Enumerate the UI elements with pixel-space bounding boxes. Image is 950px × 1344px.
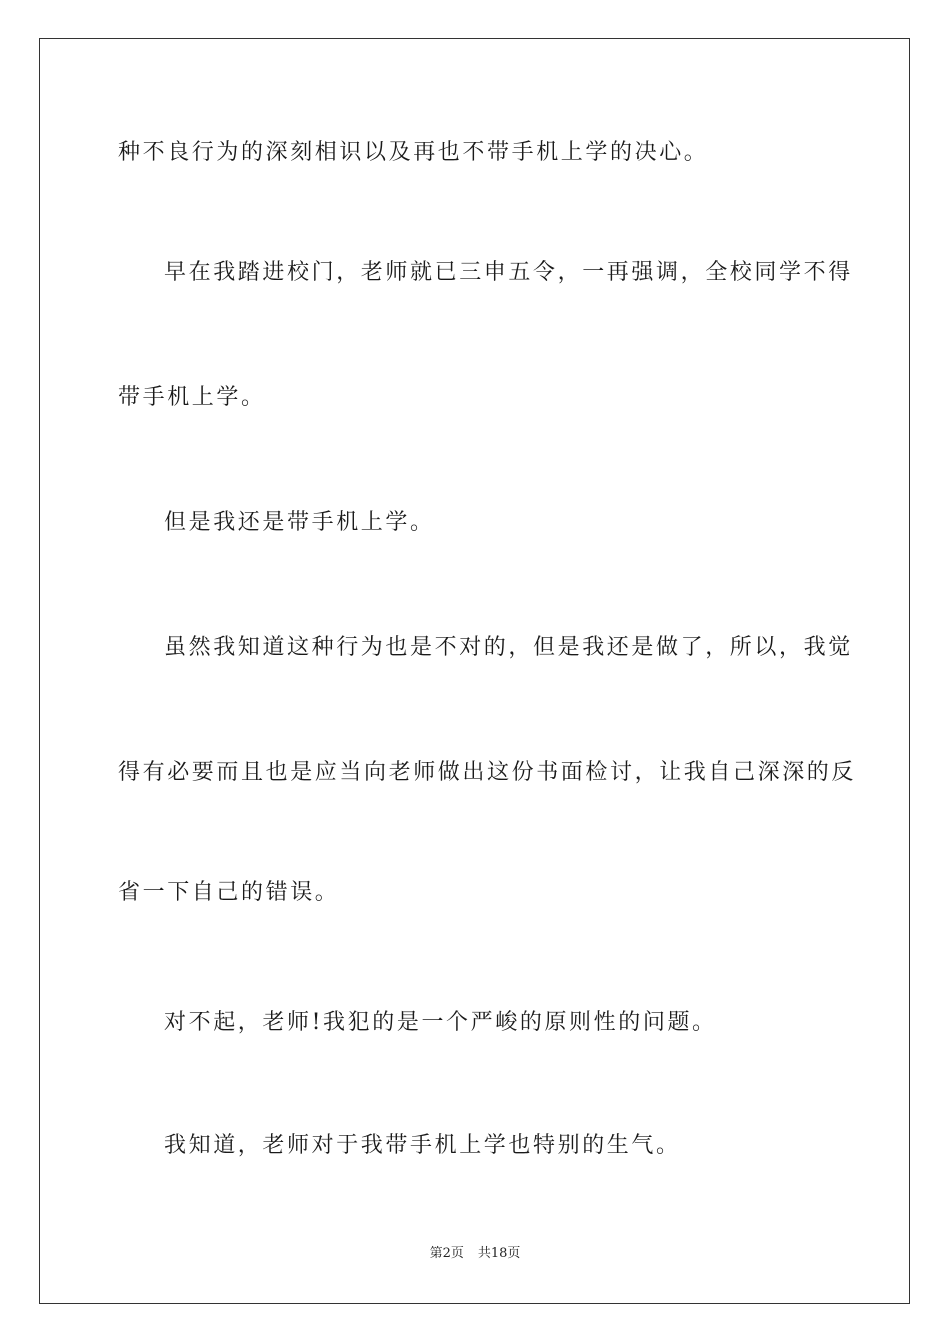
- text-line: 我知道，老师对于我带手机上学也特别的生气。: [164, 1133, 681, 1158]
- text-line: 早在我踏进校门，老师就已三申五令，一再强调，全校同学不得: [164, 260, 853, 285]
- text-line: 对不起，老师!我犯的是一个严峻的原则性的问题。: [164, 1010, 717, 1035]
- page-border: [39, 38, 910, 1304]
- page-number: 第2页: [429, 1246, 464, 1261]
- page-total: 共18页: [477, 1246, 521, 1261]
- page-footer: [0, 1245, 950, 1263]
- text-line: 得有必要而且也是应当向老师做出这份书面检讨，让我自己深深的反: [118, 760, 857, 785]
- text-line: 带手机上学。: [118, 385, 266, 410]
- text-line: 但是我还是带手机上学。: [164, 510, 435, 535]
- text-line: 虽然我知道这种行为也是不对的，但是我还是做了，所以，我觉: [164, 635, 853, 660]
- text-line: 种不良行为的深刻相识以及再也不带手机上学的决心。: [118, 140, 709, 165]
- text-line: 省一下自己的错误。: [118, 880, 340, 905]
